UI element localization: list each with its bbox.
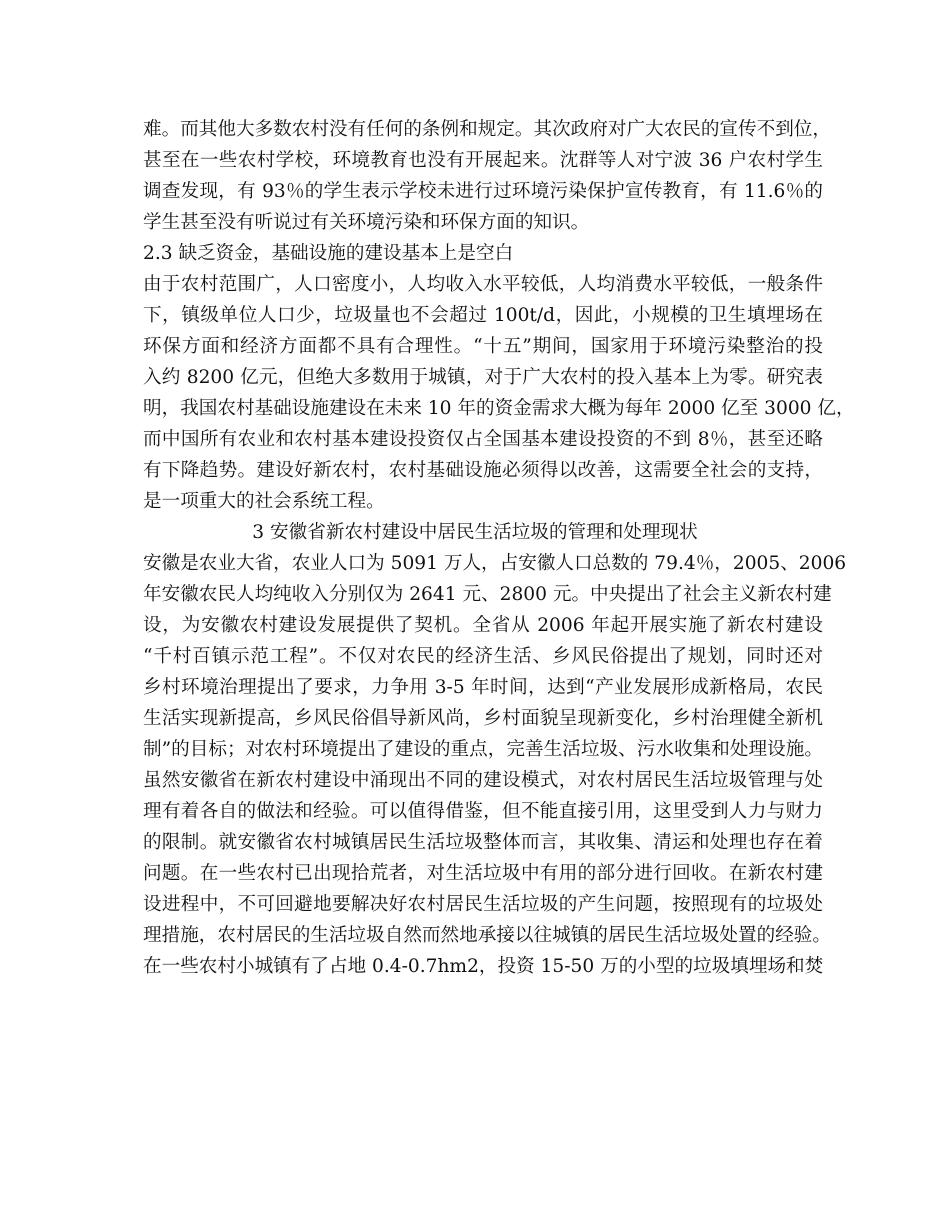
text-line: 由于农村范围广，人口密度小，人均收入水平较低，人均消费水平较低，一般条件 bbox=[143, 274, 823, 295]
text-line: 环保方面和经济方面都不具有合理性。“十五”期间，国家用于环境污染整治的投 bbox=[143, 336, 823, 357]
text-line: 下，镇级单位人口少，垃圾量也不会超过 100t/d，因此，小规模的卫生填埋场在 bbox=[143, 305, 823, 326]
text-line: 在一些农村小城镇有了占地 0.4-0.7hm2，投资 15-50 万的小型的垃圾填埋场和焚 bbox=[143, 956, 824, 977]
text-line: 的限制。就安徽省农村城镇居民生活垃圾整体而言，其收集、清运和处理也存在着 bbox=[143, 832, 823, 853]
text-line: 年安徽农民人均纯收入分别仅为 2641 元、2800 元。中央提出了社会主义新农村建 bbox=[143, 584, 832, 605]
text-line: 设进程中，不可回避地要解决好农村居民生活垃圾的产生问题，按照现有的垃圾处 bbox=[143, 894, 823, 915]
section-heading: 2.3 缺乏资金，基础设施的建设基本上是空白 bbox=[143, 243, 514, 264]
text-line: 理有着各自的做法和经验。可以值得借鉴，但不能直接引用，这里受到人力与财力 bbox=[143, 801, 823, 822]
text-line: 甚至在一些农村学校，环境教育也没有开展起来。沈群等人对宁波 36 户农村学生 bbox=[143, 150, 823, 171]
text-line: 调查发现，有 93％的学生表示学校未进行过环境污染保护宣传教育，有 11.6％的 bbox=[143, 181, 823, 202]
text-line: 虽然安徽省在新农村建设中涌现出不同的建设模式，对农村居民生活垃圾管理与处 bbox=[143, 770, 823, 791]
text-line: 入约 8200 亿元，但绝大多数用于城镇，对于广大农村的投入基本上为零。研究表 bbox=[143, 367, 823, 388]
text-line: 而中国所有农业和农村基本建设投资仅占全国基本建设投资的不到 8％，甚至还略 bbox=[143, 429, 823, 450]
text-line: 理措施，农村居民的生活垃圾自然而然地承接以往城镇的居民生活垃圾处置的经验。 bbox=[143, 925, 831, 946]
text-line: 问题。在一些农村已出现拾荒者，对生活垃圾中有用的部分进行回收。在新农村建 bbox=[143, 863, 823, 884]
text-line: 是一项重大的社会系统工程。 bbox=[143, 491, 385, 512]
text-line: 有下降趋势。建设好新农村，农村基础设施必须得以改善，这需要全社会的支持， bbox=[143, 460, 823, 481]
text-line: 制”的目标；对农村环境提出了建设的重点，完善生活垃圾、污水收集和处理设施。 bbox=[143, 739, 823, 760]
text-line: 安徽是农业大省，农业人口为 5091 万人，占安徽人口总数的 79.4％，2005、2006 bbox=[143, 553, 847, 574]
text-line: 设，为安徽农村建设发展提供了契机。全省从 2006 年起开展实施了新农村建设 bbox=[143, 615, 823, 636]
text-line: 学生甚至没有听说过有关环境污染和环保方面的知识。 bbox=[143, 212, 590, 233]
text-line: 乡村环境治理提出了要求，力争用 3-5 年时间，达到“产业发展形成新格局，农民 bbox=[143, 677, 823, 698]
chapter-heading: 3 安徽省新农村建设中居民生活垃圾的管理和处理现状 bbox=[252, 522, 698, 543]
text-line: 明，我国农村基础设施建设在未来 10 年的资金需求大概为每年 2000 亿至 3000 亿， bbox=[143, 398, 855, 419]
text-line: 生活实现新提高，乡风民俗倡导新风尚，乡村面貌呈现新变化，乡村治理健全新机 bbox=[143, 708, 823, 729]
text-line: 难。而其他大多数农村没有任何的条例和规定。其次政府对广大农民的宣传不到位， bbox=[143, 119, 831, 140]
text-line: “千村百镇示范工程”。不仅对农民的经济生活、乡风民俗提出了规划，同时还对 bbox=[143, 646, 823, 667]
